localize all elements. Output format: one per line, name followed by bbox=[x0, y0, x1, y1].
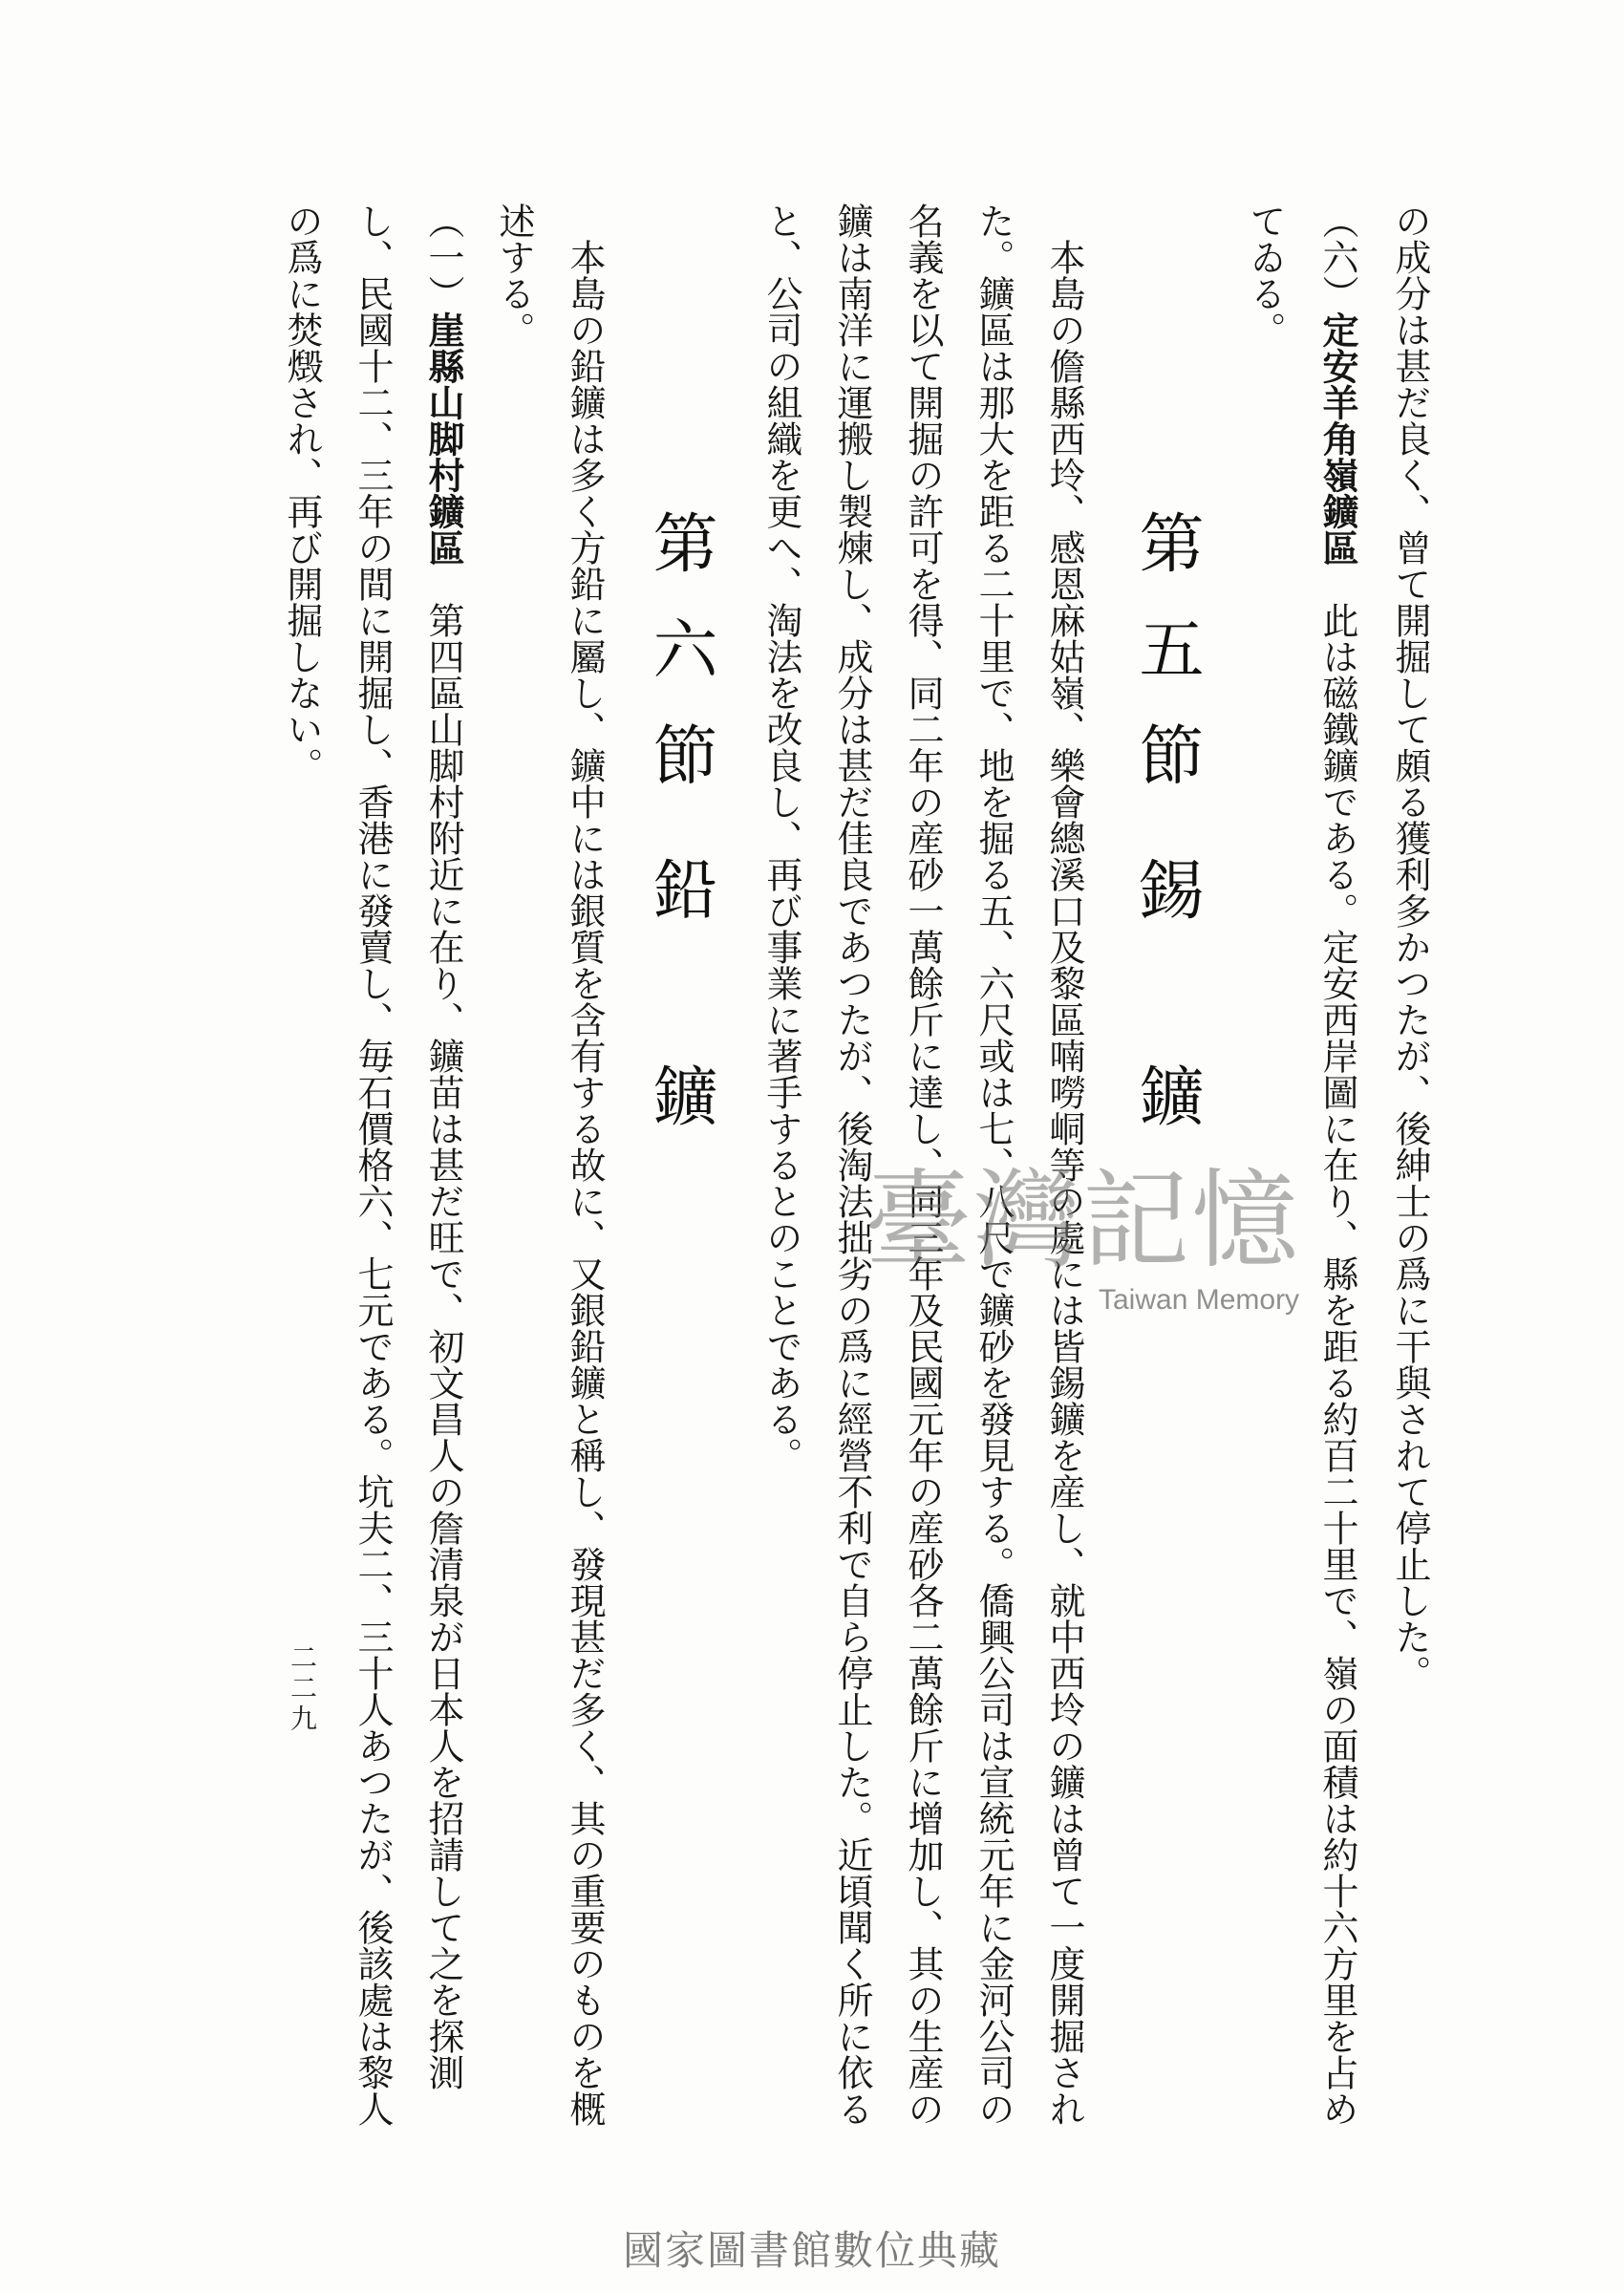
archive-footer: 國家圖書館數位典藏 bbox=[622, 2227, 1001, 2274]
section-6-paragraph-line: 本島の鉛鑛は多く方鉛に屬し、鑛中には銀質を含有する故に、又銀鉛鑛と稱し、發現甚だ多く、其の重要のものを概 bbox=[564, 239, 606, 2127]
watermark-logo-text: 臺灣記憶 bbox=[865, 1159, 1300, 1283]
previous-item-continuation: の成分は甚だ良く、曾て開掘して頗る獲利多かつたが、後紳士の爲に干與されて停止した。 bbox=[1389, 203, 1431, 1691]
section-5-paragraph-line: 名義を以て開掘の許可を得、同二年の産砂一萬餘斤に達し、同三年及民國元年の産砂各二萬餘斤に增加し、其の生産の bbox=[902, 203, 944, 2127]
section-5-title: 錫鑛 bbox=[1128, 856, 1204, 1269]
item-1-text-1: 第四區山脚村附近に在り、鑛苗は甚だ旺で、初文昌人の詹清泉が日本人を招請して之を探測 bbox=[422, 602, 464, 2090]
section-5-paragraph-line: 本島の儋縣西坽、感恩麻姑嶺、樂會總溪口及黎區喃嘮峒等の處には皆錫鑛を産し、就中西坽の鑛は曾て一度開掘され bbox=[1043, 239, 1085, 2127]
section-5-paragraph-line: 鑛は南洋に運搬し製煉し、成分は甚だ佳良であつたが、後淘法拙劣の爲に經營不利で自ら停止した。近頃聞く所に依る bbox=[831, 203, 873, 2127]
section-5-paragraph-line: と、公司の組織を更へ、淘法を改良し、再び事業に著手するとのことである。 bbox=[760, 203, 802, 1473]
item-6-title: 定安羊角嶺鑛區 bbox=[1316, 311, 1359, 566]
section-5-label: 第五節 bbox=[1128, 509, 1204, 827]
section-6-label: 第六節 bbox=[642, 509, 717, 827]
section-6-paragraph-line: 述する。 bbox=[493, 203, 535, 348]
item-6-text-1: 此は磁鐵鑛である。定安西岸圖に在り、縣を距る約百二十里で、嶺の面積は約十六方里を占め bbox=[1316, 602, 1358, 2127]
page-number: 二二九 bbox=[287, 1643, 318, 1735]
item-6-line-2: てゐる。 bbox=[1244, 203, 1286, 348]
item-6-marker: （六） bbox=[1316, 203, 1358, 311]
item-1-line-1 bbox=[422, 203, 465, 2090]
item-1-line-2: し、民國十二、三年の間に開掘し、香港に發賣し、毎石價格六、七元である。坑夫二、三十人あつたが、後該處は黎人 bbox=[352, 203, 394, 2127]
item-6-line-1 bbox=[1316, 203, 1359, 2127]
item-1-line-3: の爲に焚燬され、再び開掘しない。 bbox=[281, 203, 323, 783]
section-5-paragraph-line: た。鑛區は那大を距る二十里で、地を掘る五、六尺或は七、八尺で鑛砂を發見する。僑興公司は宣統元年に金河公司の bbox=[972, 203, 1015, 2127]
item-1-title: 崖縣山脚村鑛區 bbox=[422, 311, 465, 566]
section-6-title: 鉛鑛 bbox=[642, 856, 717, 1269]
item-1-marker: （一） bbox=[422, 203, 464, 311]
watermark-subtitle: Taiwan Memory bbox=[1099, 1284, 1300, 1316]
